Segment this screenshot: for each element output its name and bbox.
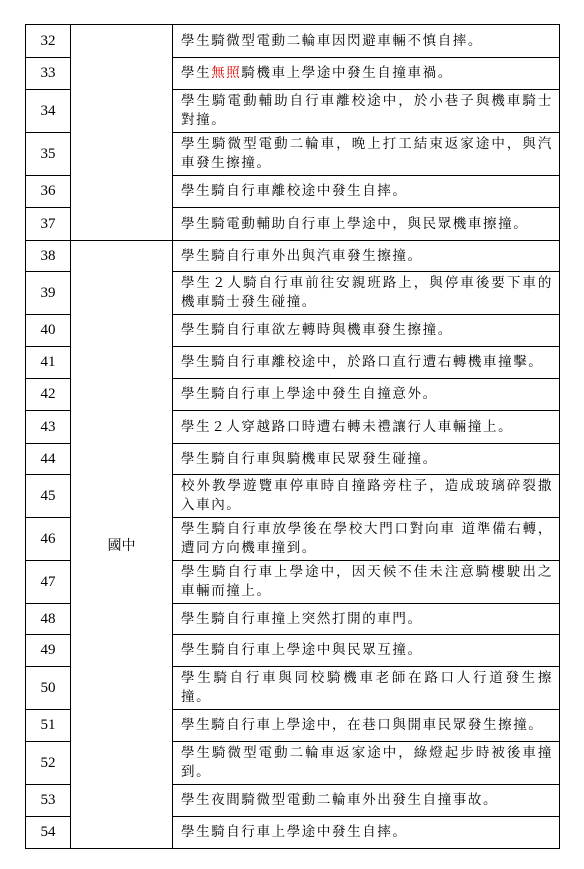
incident-description: 學生騎微型電動二輪車因閃避車輛不慎自摔。 bbox=[173, 25, 560, 58]
incident-description: 學生夜間騎微型電動二輪車外出發生自撞事故。 bbox=[173, 785, 560, 817]
row-number: 44 bbox=[26, 444, 71, 475]
row-number: 46 bbox=[26, 518, 71, 561]
incident-description: 學生騎自行車與同校騎機車老師在路口人行道發生擦撞。 bbox=[173, 667, 560, 710]
incident-description: 學生騎微型電動二輪車返家途中，綠燈起步時被後車撞到。 bbox=[173, 742, 560, 785]
row-number: 50 bbox=[26, 667, 71, 710]
incident-description: 學生騎自行車外出與汽車發生擦撞。 bbox=[173, 241, 560, 272]
row-number: 43 bbox=[26, 411, 71, 444]
incident-description: 學生騎自行車放學後在學校大門口對向車 道準備右轉，遭同方向機車撞到。 bbox=[173, 518, 560, 561]
row-number: 41 bbox=[26, 347, 71, 379]
row-number: 53 bbox=[26, 785, 71, 817]
highlighted-text: 無照 bbox=[211, 65, 242, 81]
incident-description: 學生騎自行車上學途中發生自摔。 bbox=[173, 817, 560, 849]
school-level-label: 國中 bbox=[71, 241, 173, 849]
incident-description: 學生２人騎自行車前往安親班路上，與停車後要下車的機車騎士發生碰撞。 bbox=[173, 272, 560, 315]
incident-table bbox=[25, 24, 560, 849]
row-number: 38 bbox=[26, 241, 71, 272]
incident-description: 學生騎自行車欲左轉時與機車發生擦撞。 bbox=[173, 315, 560, 347]
row-number: 33 bbox=[26, 58, 71, 90]
row-number: 48 bbox=[26, 604, 71, 635]
incident-description: 學生騎自行車上學途中，在巷口與開車民眾發生擦撞。 bbox=[173, 710, 560, 742]
incident-description: 學生騎微型電動二輪車，晚上打工結束返家途中，與汽車發生擦撞。 bbox=[173, 133, 560, 176]
incident-description: 學生騎自行車與騎機車民眾發生碰撞。 bbox=[173, 444, 560, 475]
incident-description bbox=[173, 58, 560, 90]
row-number: 51 bbox=[26, 710, 71, 742]
row-number: 32 bbox=[26, 25, 71, 58]
row-number: 37 bbox=[26, 208, 71, 241]
incident-description: 學生騎自行車撞上突然打開的車門。 bbox=[173, 604, 560, 635]
incident-description: 學生騎電動輔助自行車離校途中，於小巷子與機車騎士對撞。 bbox=[173, 90, 560, 133]
incident-description: 學生２人穿越路口時遭右轉未禮讓行人車輛撞上。 bbox=[173, 411, 560, 444]
incident-description: 學生騎自行車上學途中與民眾互撞。 bbox=[173, 635, 560, 667]
incident-description: 校外教學遊覽車停車時自撞路旁柱子，造成玻璃碎裂撒入車內。 bbox=[173, 475, 560, 518]
table-row bbox=[26, 25, 560, 58]
row-number: 49 bbox=[26, 635, 71, 667]
row-number: 54 bbox=[26, 817, 71, 849]
incident-description: 學生騎自行車上學途中發生自撞意外。 bbox=[173, 379, 560, 411]
incident-description: 學生騎自行車上學途中，因天候不佳未注意騎樓駛出之車輛而撞上。 bbox=[173, 561, 560, 604]
row-number: 36 bbox=[26, 176, 71, 208]
row-number: 52 bbox=[26, 742, 71, 785]
school-level-cell-upper bbox=[71, 25, 173, 241]
row-number: 34 bbox=[26, 90, 71, 133]
desc-text: 學生 bbox=[181, 65, 212, 81]
row-number: 42 bbox=[26, 379, 71, 411]
table-row bbox=[26, 241, 560, 272]
row-number: 45 bbox=[26, 475, 71, 518]
row-number: 35 bbox=[26, 133, 71, 176]
desc-text: 騎機車上學途中發生自撞車禍。 bbox=[241, 65, 453, 81]
row-number: 40 bbox=[26, 315, 71, 347]
row-number: 39 bbox=[26, 272, 71, 315]
incident-description: 學生騎自行車離校途中發生自摔。 bbox=[173, 176, 560, 208]
incident-description: 學生騎電動輔助自行車上學途中，與民眾機車擦撞。 bbox=[173, 208, 560, 241]
incident-description: 學生騎自行車離校途中，於路口直行遭右轉機車撞擊。 bbox=[173, 347, 560, 379]
row-number: 47 bbox=[26, 561, 71, 604]
